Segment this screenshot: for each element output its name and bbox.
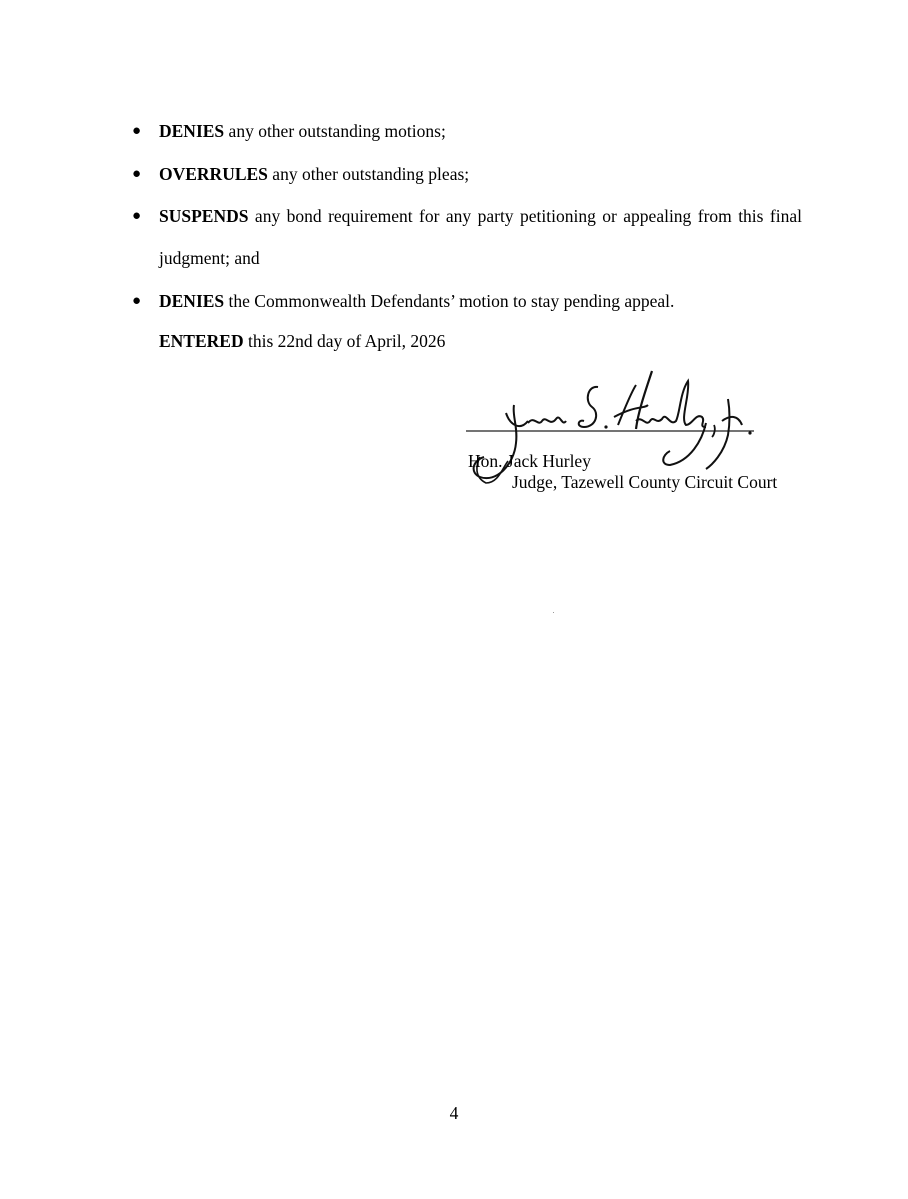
entered-line — [159, 323, 445, 359]
order-text: any other outstanding pleas; — [267, 164, 470, 184]
order-keyword: SUSPENDS — [159, 206, 249, 226]
entered-date-text: this 22nd day of April, 2026 — [243, 331, 446, 351]
order-text: any bond requirement for any party petitioning or appealing from this final judgment; and — [159, 206, 802, 268]
judge-title: Judge, Tazewell County Circuit Court — [512, 472, 778, 492]
bullet-dot-icon: ● — [132, 208, 142, 224]
page-number: 4 — [449, 1103, 459, 1123]
order-item-deny-motions — [132, 110, 819, 152]
order-text: the Commonwealth Defendants’ motion to stay pending appeal. — [224, 291, 675, 311]
order-text: any other outstanding motions; — [224, 121, 446, 141]
scan-speck — [553, 612, 554, 613]
order-item-suspend-bond — [132, 195, 802, 279]
entered-keyword: ENTERED — [159, 331, 244, 351]
bullet-dot-icon: ● — [132, 293, 142, 309]
signature-block — [466, 365, 786, 495]
order-item-overrule-pleas — [132, 153, 819, 195]
bullet-dot-icon: ● — [132, 123, 142, 139]
order-item-deny-stay — [132, 280, 819, 322]
order-keyword: OVERRULES — [159, 164, 268, 184]
order-keyword: DENIES — [159, 121, 225, 141]
order-keyword: DENIES — [159, 291, 225, 311]
bullet-dot-icon: ● — [132, 166, 142, 182]
judge-name: Hon. Jack Hurley — [468, 451, 591, 471]
